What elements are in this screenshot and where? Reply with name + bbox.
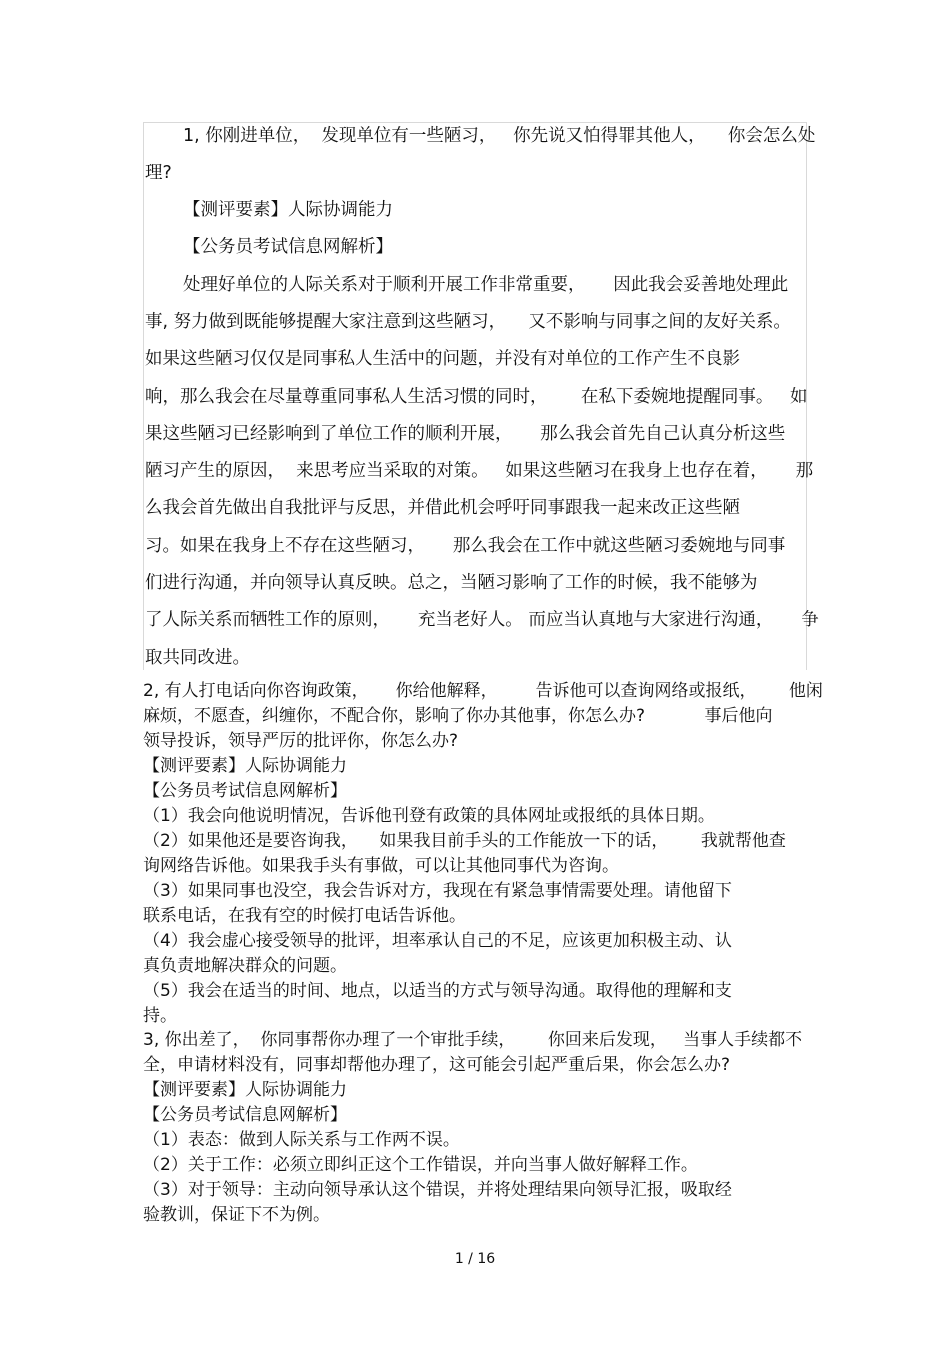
analysis-heading-1: 【公务员考试信息网解析】 bbox=[183, 237, 393, 257]
answer-3-item-3-line-1: （3）对于领导：主动向领导承认这个错误，并将处理结果向领导汇报，吸取经 bbox=[143, 1180, 732, 1200]
analysis-heading-2: 【公务员考试信息网解析】 bbox=[143, 781, 347, 801]
question-1-line-2: 理? bbox=[145, 163, 172, 183]
answer-1-line-6: 陋习产生的原因， 来思考应当采取的对策。 如果这些陋习在我身上也存在着， 那 bbox=[145, 461, 814, 481]
answer-1-line-4: 响，那么我会在尽量尊重同事私人生活习惯的同时， 在私下委婉地提醒同事。 如 bbox=[145, 387, 808, 407]
answer-2-item-4-line-2: 真负责地解决群众的问题。 bbox=[143, 956, 347, 976]
answer-3-item-2: （2）关于工作：必须立即纠正这个工作错误，并向当事人做好解释工作。 bbox=[143, 1155, 698, 1175]
answer-2-item-2-line-1: （2）如果他还是要咨询我， 如果我目前手头的工作能放一下的话， 我就帮他查 bbox=[143, 831, 786, 851]
answer-1-line-5: 果这些陋习已经影响到了单位工作的顺利开展， 那么我会首先自己认真分析这些 bbox=[145, 424, 786, 444]
question-3-line-2: 全，申请材料没有，同事却帮他办理了，这可能会引起严重后果，你会怎么办? bbox=[143, 1055, 731, 1075]
answer-2-item-3-line-2: 联系电话，在我有空的时候打电话告诉他。 bbox=[143, 906, 466, 926]
answer-1-line-3: 如果这些陋习仅仅是同事私人生活中的问题，并没有对单位的工作产生不良影 bbox=[145, 349, 740, 369]
question-2-line-1: 2, 有人打电话向你咨询政策， 你给他解释， 告诉他可以查询网络或报纸， 他闲 bbox=[143, 681, 823, 701]
answer-2-item-5-line-1: （5）我会在适当的时间、地点，以适当的方式与领导沟通。取得他的理解和支 bbox=[143, 981, 732, 1001]
answer-1-line-1: 处理好单位的人际关系对于顺利开展工作非常重要， 因此我会妥善地处理此 bbox=[183, 275, 789, 295]
answer-1-line-11: 取共同改进。 bbox=[145, 648, 250, 668]
answer-1-line-7: 么我会首先做出自我批评与反思，并借此机会呼吁同事跟我一起来改正这些陋 bbox=[145, 498, 740, 518]
page-number: 1 / 16 bbox=[454, 1251, 496, 1267]
answer-2-item-3-line-1: （3）如果同事也没空，我会告诉对方，我现在有紧急事情需要处理。请他留下 bbox=[143, 881, 732, 901]
answer-2-item-1: （1）我会向他说明情况，告诉他刊登有政策的具体网址或报纸的具体日期。 bbox=[143, 806, 715, 826]
evaluation-heading-3: 【测评要素】人际协调能力 bbox=[143, 1080, 347, 1100]
answer-2-item-4-line-1: （4）我会虚心接受领导的批评，坦率承认自己的不足，应该更加积极主动、认 bbox=[143, 931, 732, 951]
answer-1-line-10: 了人际关系而牺牲工作的原则， 充当老好人。 而应当认真地与大家进行沟通， 争 bbox=[145, 610, 819, 630]
frame-top-border bbox=[143, 122, 807, 123]
evaluation-heading-1: 【测评要素】人际协调能力 bbox=[183, 200, 393, 220]
answer-1-line-9: 们进行沟通，并向领导认真反映。总之，当陋习影响了工作的时候，我不能够为 bbox=[145, 573, 758, 593]
question-2-line-2: 麻烦，不愿查，纠缠你，不配合你，影响了你办其他事，你怎么办? 事后他向 bbox=[143, 706, 773, 726]
answer-1-line-8: 习。如果在我身上不存在这些陋习， 那么我会在工作中就这些陋习委婉地与同事 bbox=[145, 536, 786, 556]
analysis-heading-3: 【公务员考试信息网解析】 bbox=[143, 1105, 347, 1125]
answer-3-item-3-line-2: 验教训，保证下不为例。 bbox=[143, 1205, 330, 1225]
answer-2-item-2-line-2: 询网络告诉他。如果我手头有事做，可以让其他同事代为咨询。 bbox=[143, 856, 619, 876]
answer-1-line-2: 事, 努力做到既能够提醒大家注意到这些陋习， 又不影响与同事之间的友好关系。 bbox=[145, 312, 791, 332]
question-3-line-1: 3, 你出差了， 你同事帮你办理了一个审批手续， 你回来后发现， 当事人手续都不 bbox=[143, 1030, 803, 1050]
answer-3-item-1: （1）表态：做到人际关系与工作两不误。 bbox=[143, 1130, 460, 1150]
evaluation-heading-2: 【测评要素】人际协调能力 bbox=[143, 756, 347, 776]
frame-left-border bbox=[143, 122, 144, 670]
answer-2-item-5-line-2: 持。 bbox=[143, 1006, 177, 1026]
question-1-line-1: 1, 你刚进单位， 发现单位有一些陋习， 你先说又怕得罪其他人， 你会怎么处 bbox=[183, 126, 816, 146]
question-2-line-3: 领导投诉，领导严厉的批评你，你怎么办? bbox=[143, 731, 459, 751]
